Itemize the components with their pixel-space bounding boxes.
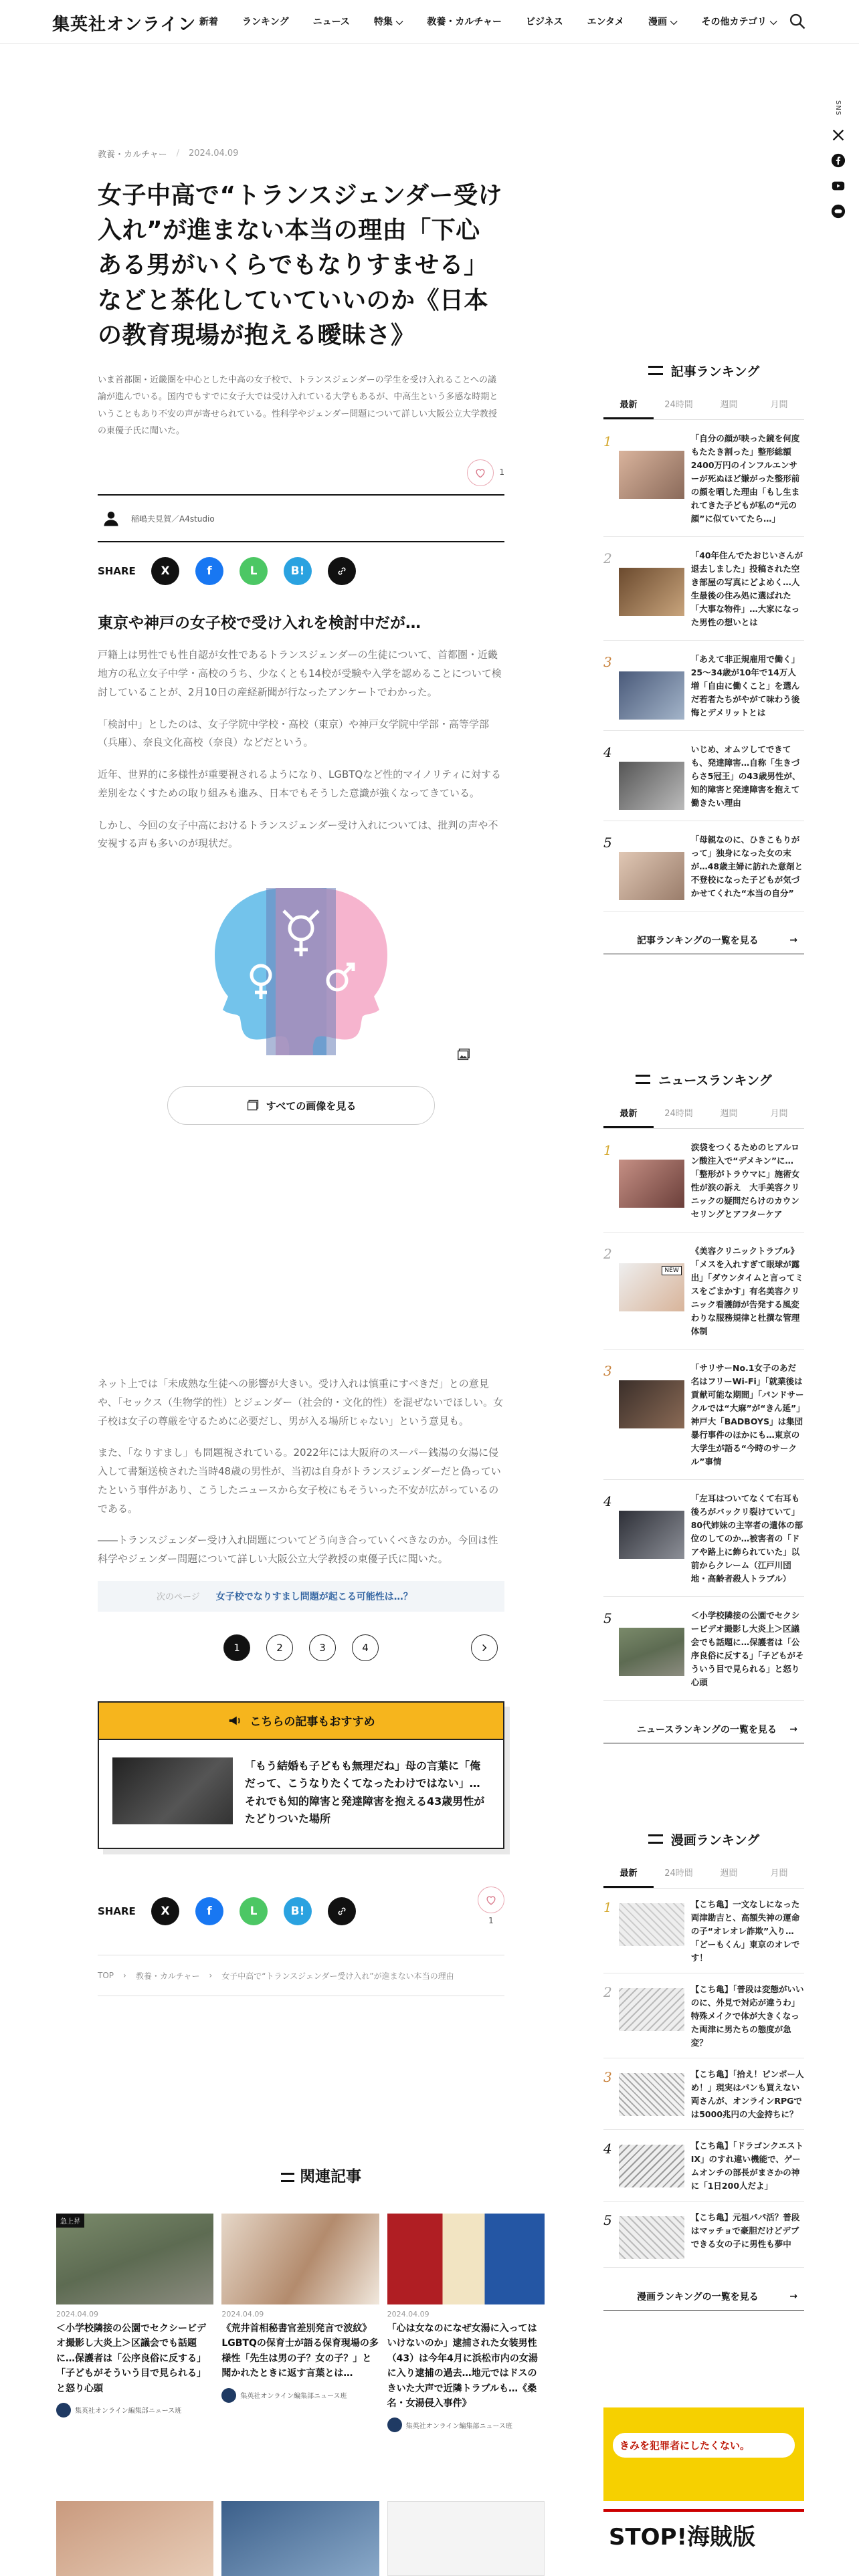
global-nav: [199, 15, 777, 28]
rank-number: 4: [603, 1493, 612, 1509]
rank-number: 4: [603, 2141, 612, 2157]
nav-item-manga[interactable]: 漫画 ⌵: [648, 17, 678, 27]
related-heading: [98, 2164, 545, 2186]
ranking-tabs: [603, 1102, 804, 1129]
recommended-header: [99, 1703, 503, 1740]
related-author-name: 集英社オンライン編集部ニュース班: [75, 2407, 182, 2416]
related-author: [221, 2388, 379, 2403]
tab-24h[interactable]: 24時間: [664, 1868, 693, 1879]
tab-monthly[interactable]: 月間: [770, 1868, 788, 1879]
ranking-text: 【こち亀】「ドラゴンクエストIX」のすれ違い機能で、ゲームオンチの部長がまさかの神に「1日200人だよ」: [690, 2141, 803, 2191]
ranking-thumbnail: [619, 1380, 684, 1428]
nav-item-culture[interactable]: 教養・カルチャー: [427, 17, 502, 27]
like-count: 1: [499, 467, 504, 477]
ranking-thumbnail: [619, 1160, 684, 1208]
rank-number: 5: [603, 835, 612, 851]
news-ranking: [603, 1066, 804, 1743]
article-paragraph: また、「なりすまし」も問題視されている。2022年には大阪府のスーパー銭湯の女湯に侵入して書類送検された当時48歳の男性が、当初は自身がトランスジェンダーだと偽っていたという事件があり、こうしたニュースから女子校にもそういった不安が広がっているのである。: [98, 1446, 501, 1515]
ad-copy: きみを犯罪者にしたくない。: [613, 2433, 795, 2458]
related-card[interactable]: [387, 2501, 545, 2576]
related-thumbnail: [56, 2214, 213, 2304]
ranking-item[interactable]: [603, 1973, 804, 2058]
ranking-title: ニュースランキング: [658, 1073, 772, 1088]
like-button[interactable]: [467, 459, 494, 486]
page-4-button[interactable]: 4: [352, 1634, 379, 1661]
ranking-thumbnail: [619, 1628, 684, 1676]
ranking-text: 涙袋をつくるためのヒアルロン酸注入で“デメキン”に…「整形がトラウマに」施術女性が涙の訴え 大手美容クリニックの疑問だらけのカウンセリングとアフターケア: [690, 1142, 800, 1219]
ranking-thumbnail: [619, 1903, 684, 1946]
ranking-item[interactable]: [603, 537, 804, 641]
rank-number: 3: [603, 654, 612, 670]
tab-latest[interactable]: 最新: [603, 1102, 654, 1128]
ranking-text: 「左耳はついてなくて右耳も後ろがバックリ裂けていて」80代姉妹の主宰者の遺体の部位のしてのか…被害者の「ドアや路上に飾られていた」以前からクレーム（江戸川団地・高齢者殺人トラブル）: [690, 1493, 803, 1584]
rank-number: 3: [603, 1363, 612, 1379]
rank-number: 3: [603, 2069, 612, 2085]
share-line-button[interactable]: L: [240, 1897, 268, 1925]
ranking-text: 《美容クリニックトラブル》「メスを入れすぎて眼球が露出」「ダウンタイムと言ってミスをごまかす」有名美容クリニック看護師が告発する風変わりな服務規律と杜撰な管理体制: [690, 1246, 803, 1336]
recommended-title: こちらの記事もおすすめ: [250, 1715, 375, 1729]
share-hatena-button[interactable]: B!: [284, 1897, 312, 1925]
sns-label: SNS: [834, 100, 842, 116]
related-thumbnail: [387, 2214, 545, 2304]
tab-24h[interactable]: 24時間: [664, 1109, 693, 1119]
share-facebook-button[interactable]: f: [195, 557, 223, 585]
ranking-item[interactable]: [603, 1480, 804, 1597]
ad-copy: STOP!海賊版: [609, 2524, 756, 2551]
breadcrumb-item[interactable]: TOP: [98, 1971, 114, 1981]
megaphone-icon: [227, 1713, 243, 1728]
nav-item-ranking[interactable]: ランキング: [242, 17, 289, 27]
ranking-text: 「40年住んでたおじいさんが退去しました」投稿された空き部屋の写真にどよめく…人生最後の住み処に選ばれた「大事な物件」…大家になった男性の想いとは: [690, 550, 803, 627]
link-icon: [336, 1905, 348, 1917]
related-date: 2024.04.09: [221, 2310, 264, 2319]
ranking-thumbnail: [619, 762, 684, 810]
nav-item-entertainment[interactable]: エンタメ: [587, 17, 625, 27]
ranking-heading: [603, 1066, 804, 1093]
ranking-item[interactable]: [603, 1350, 804, 1480]
more-link-label: ニュースランキングの一覧を見る: [637, 1724, 777, 1735]
ranking-item[interactable]: [603, 1597, 804, 1701]
ranking-text: いじめ、オムツしてできても、発達障害…自称「生きづらさ5冠王」の43歳男性が、知的障害と発達障害を抱えて働きたい理由: [690, 744, 801, 808]
arrow-right-icon: →: [789, 2290, 797, 2302]
next-page-title: 女子校でなりすまし問題が起こる可能性は…？: [215, 1591, 413, 1602]
heart-icon: [484, 1893, 498, 1907]
manga-ranking-more-link[interactable]: [603, 2282, 804, 2311]
related-title: ＜小学校隣接の公園でセクシービデオ撮影し大炎上＞区議会でも話題に…保護者は「公序良俗に反する」「子どもがそういう目で見られる」と怒り心頭: [56, 2323, 206, 2394]
article-figure[interactable]: [98, 875, 504, 1069]
arrow-right-icon: →: [789, 934, 797, 946]
article-subheading: 東京や神戸の女子校で受け入れを検討中だが…: [98, 615, 421, 633]
like-count: 1: [488, 1916, 494, 1926]
manga-ranking: [603, 1826, 804, 2311]
ranking-item[interactable]: [603, 420, 804, 537]
next-page-label: 次のページ: [157, 1592, 200, 1603]
ranking-text: 【こち亀】一文なしになった両津勘吉と、高額失神の運命の子“オレオレ詐欺”入り…「どーもくん」東京のオレです！: [690, 1899, 800, 1963]
ranking-title: 記事ランキング: [670, 364, 760, 379]
line-icon[interactable]: [831, 204, 846, 219]
ranking-text: 【こち亀】「拾え！ピンポー人め！」現実はパンも買えない両さんが、オンラインRPGでは5000兆円の大金持ちに？: [690, 2069, 804, 2119]
article-title: 女子中高で“トランスジェンダー受け入れ”が進まない本当の理由「下心ある男がいくらでもなりすませる」などと茶化していていいのか《日本の教育現場が抱える曖昧さ》: [98, 182, 502, 349]
recommended-article-title: 「もう結婚も子どもも無理だね」母の言葉に「俺だって、こうなりたくてなったわけではない」…それでも知的障害と発達障害を抱える43歳男性がたどりついた場所: [245, 1759, 485, 1825]
news-ranking-more-link[interactable]: [603, 1715, 804, 1743]
rank-number: 2: [603, 1984, 612, 2000]
ranking-heading: [603, 357, 804, 384]
ranking-tabs: [603, 1862, 804, 1889]
x-icon[interactable]: [831, 128, 846, 142]
related-articles-row2: [56, 2501, 545, 2576]
image-gallery-icon: [246, 1099, 260, 1112]
nav-item-feature[interactable]: 特集 ⌵: [373, 17, 403, 27]
tab-24h[interactable]: 24時間: [664, 400, 693, 410]
ranking-text: 【こち亀】「普段は変態がいいのに、外見で対応が違うわ」特殊メイクで体が大きくなった両津に男たちの態度が急変？: [690, 1984, 804, 2048]
ranking-item[interactable]: [603, 731, 804, 821]
article: [98, 147, 504, 1996]
article-meta: 教養・カルチャー / 2024.04.09: [98, 148, 239, 160]
share-label: SHARE: [98, 565, 136, 578]
article-category[interactable]: 教養・カルチャー: [98, 150, 167, 160]
ranking-text: ＜小学校隣接の公園でセクシービデオ撮影し大炎上＞区議会でも話題に…保護者は「公序良俗に反する」「子どもがそういう目で見られる」と怒り心頭: [690, 1610, 804, 1687]
related-date: 2024.04.09: [56, 2310, 98, 2319]
related-thumbnail: [221, 2501, 379, 2576]
ranking-text: 【こち亀】元祖パパ活？普段はマッチョで豪胆だけどデブできる女の子に男性も夢中: [690, 2212, 800, 2249]
article-paragraph: ネット上では「未成熟な生徒への影響が大きい。受け入れは慎重にすべきだ」との意見や、「セックス（生物学的性）とジェンダー（社会的・文化的性）を混ぜないでほしい。女子校は女子の尊厳を守るために必要だし、男が入る場所じゃない」という意見も。: [98, 1378, 504, 1427]
share-bar: [98, 542, 504, 600]
share-facebook-button[interactable]: f: [195, 1897, 223, 1925]
avatar: [221, 2388, 236, 2403]
article-paragraph: 近年、世界的に多様性が重要視されるようになり、LGBTQなど性的マイノリティに対する差別をなくすための取り組みも進み、日本でもそうした意識が強くなってきている。: [98, 768, 501, 799]
related-thumbnail: [387, 2501, 545, 2576]
nav-item-news[interactable]: ニュース: [312, 17, 350, 27]
breadcrumb-item: 女子中高で“トランスジェンダー受け入れ”が進まない本当の理由: [221, 1971, 454, 1981]
ranking-title: 漫画ランキング: [670, 1832, 760, 1848]
page-3-button[interactable]: 3: [309, 1634, 336, 1661]
related-card[interactable]: [56, 2501, 213, 2576]
rank-number: 5: [603, 2212, 612, 2228]
rank-number: 4: [603, 744, 612, 760]
view-all-images-label: すべての画像を見る: [266, 1099, 357, 1112]
related-thumbnail: [221, 2214, 379, 2304]
ranking-item[interactable]: [603, 2058, 804, 2130]
related-author-name: 集英社オンライン編集部ニュース班: [240, 2393, 347, 2401]
related-card[interactable]: [56, 2214, 213, 2432]
article-ranking: [603, 357, 804, 954]
related-thumbnail: [56, 2501, 213, 2576]
ranking-thumbnail: [619, 568, 684, 616]
ranking-thumbnail: [619, 451, 684, 499]
ranking-thumbnail: [619, 1511, 684, 1559]
author-icon: [102, 509, 120, 528]
avatar: [56, 2403, 71, 2418]
social-rail: [828, 100, 848, 229]
tab-weekly[interactable]: 週間: [720, 1109, 738, 1119]
related-card[interactable]: [387, 2214, 545, 2432]
tab-monthly[interactable]: 月間: [770, 1109, 788, 1119]
chevron-right-icon: [480, 1643, 489, 1652]
image-gallery-icon[interactable]: [456, 1047, 471, 1062]
site-logo[interactable]: 集英社オンライン: [52, 15, 197, 35]
next-page-link[interactable]: [98, 1581, 504, 1612]
rank-number: 1: [603, 1142, 612, 1158]
ranking-item[interactable]: [603, 1889, 804, 1973]
tab-weekly[interactable]: 週間: [720, 400, 738, 410]
more-link-label: 漫画ランキングの一覧を見る: [637, 2291, 759, 2302]
pagination: [98, 1634, 504, 1664]
recommended-article[interactable]: [99, 1740, 503, 1848]
share-link-button[interactable]: [328, 557, 356, 585]
ranking-item[interactable]: [603, 1129, 804, 1232]
heart-icon: [474, 466, 487, 479]
article-paragraph: 「検討中」としたのは、女子学院中学校・高校（東京）や神戸女学院中学部・高等学部（兵庫）、奈良文化高校（奈良）などだという。: [98, 718, 490, 749]
article-date: 2024.04.09: [189, 148, 239, 158]
more-link-label: 記事ランキングの一覧を見る: [637, 935, 759, 946]
search-icon[interactable]: [788, 12, 807, 31]
tab-weekly[interactable]: 週間: [720, 1868, 738, 1879]
ranking-thumbnail: [619, 2216, 684, 2259]
like-block-bottom: [478, 1887, 504, 1925]
like-row: [98, 453, 504, 494]
ranking-thumbnail: [619, 852, 684, 900]
article-paragraph: 戸籍上は男性でも性自認が女性であるトランスジェンダーの生徒について、首都圏・近畿地方の私立女子中学・高校のうち、少なくとも14校が受験や入学を認めることについて検討していることが、2月10日の産経新聞が行なったアンケートでわかった。: [98, 649, 502, 698]
related-title: 《荒井首相秘書官差別発言で波紋》LGBTQの保育士が語る保育現場の多様性「先生は男の子？女の子？」と聞かれたときに返す言葉とは…: [221, 2323, 379, 2379]
ranking-text: 「母親なのに、ひきこもりがって」独身になった女の末が…48歳主婦に訪れた意剤と不登校になった子どもが気づかせてくれた“本当の自分”: [690, 835, 803, 898]
tab-latest[interactable]: 最新: [603, 1862, 654, 1888]
site-header: [0, 0, 859, 44]
trending-badge: 急上昇: [56, 2214, 84, 2228]
rank-number: 5: [603, 1610, 612, 1626]
share-x-button[interactable]: X: [151, 557, 179, 585]
rank-number: 2: [603, 550, 612, 566]
tab-monthly[interactable]: 月間: [770, 400, 788, 410]
anti-piracy-banner[interactable]: [603, 2407, 804, 2501]
share-label: SHARE: [98, 1905, 136, 1918]
page-1-button[interactable]: 1: [223, 1634, 250, 1661]
related-articles: [56, 2214, 545, 2432]
related-title: 「心は女なのになぜ女湯に入ってはいけないのか」逮捕された女装男性（43）は今年4月に浜松市内の女湯に入り逮捕の過去…地元ではドスのきいた大声で近隣トラブルも…《桑名・女湯侵入事件》: [387, 2323, 538, 2409]
ad-space: [98, 1125, 504, 1362]
article-lead: いま首都圏・近畿圏を中心とした中高の女子校で、トランスジェンダーの学生を受け入れることへの議論が進んでいる。国内でもすでに女子大では受け入れている大学もあるが、中高生という多感な時期ということもあり不安の声が寄せられている。性科学やジェンダー問題について詳しい大阪公立大学教授の東優子氏に聞いた。: [98, 374, 498, 436]
recommended-box: [98, 1701, 504, 1850]
gender-heads-illustration: [98, 875, 504, 1055]
related-heading-label: 関連記事: [300, 2168, 361, 2185]
rank-number: 1: [603, 433, 612, 449]
breadcrumb: TOP › 教養・カルチャー › 女子中高で“トランスジェンダー受け入れ”が進まない本当の理由: [98, 1955, 504, 1996]
like-button[interactable]: [478, 1887, 504, 1913]
ranking-text: 「あえて非正規雇用で働く」25〜34歳が10年で14万人増「自由に働くこと」を選んだ若者たちがやがて味わう後悔とデメリットとは: [690, 654, 800, 718]
nav-item-new[interactable]: 新着: [199, 17, 218, 27]
rank-number: 2: [603, 1246, 612, 1262]
youtube-icon[interactable]: [831, 179, 846, 193]
facebook-icon[interactable]: [831, 153, 846, 168]
ranking-thumbnail: [619, 1988, 684, 2031]
author-name[interactable]: 稲嶋夫見賀／A4studio: [131, 514, 215, 524]
view-all-images-button[interactable]: [167, 1086, 435, 1125]
anti-piracy-banner-2[interactable]: [603, 2509, 804, 2576]
ranking-text: 「自分の顔が映った鏡を何度もたたき割った」整形総額2400万円のインフルエンサーが死ぬほど嫌がった整形前の顔を晒した理由「もし生まれてきた子どもが私の“元の顔”に似ていてたら…」: [690, 433, 800, 524]
ranking-heading: [603, 1826, 804, 1852]
new-badge: NEW: [662, 1266, 681, 1275]
rank-number: 1: [603, 1899, 612, 1915]
related-author-name: 集英社オンライン編集部ニュース班: [405, 2422, 512, 2430]
share-hatena-button[interactable]: B!: [284, 557, 312, 585]
related-card[interactable]: [221, 2214, 379, 2432]
breadcrumb-item[interactable]: 教養・カルチャー: [135, 1971, 200, 1981]
share-link-button[interactable]: [328, 1897, 356, 1925]
arrow-right-icon: →: [789, 1723, 797, 1735]
related-date: 2024.04.09: [387, 2310, 430, 2319]
article-paragraph: ――トランスジェンダー受け入れ問題についてどう向き合っていくべきなのか。今回は性科学やジェンダー問題について詳しい大阪公立大学教授の東優子氏に聞いた。: [98, 1534, 498, 1566]
related-author: [387, 2418, 545, 2432]
tab-latest[interactable]: 最新: [603, 393, 654, 419]
ranking-thumbnail: [619, 1263, 684, 1311]
author-row: [98, 494, 504, 542]
link-icon: [336, 565, 348, 577]
article-paragraph: しかし、今回の女子中高におけるトランスジェンダー受け入れについては、批判の声や不安視する声も多いのが現状だ。: [98, 819, 498, 850]
avatar: [387, 2418, 402, 2432]
recommended-thumbnail: [112, 1757, 233, 1824]
ranking-thumbnail: [619, 2145, 684, 2187]
share-bar-bottom: [98, 1881, 504, 1941]
share-line-button[interactable]: L: [240, 557, 268, 585]
next-page-button[interactable]: [471, 1634, 498, 1661]
ranking-item[interactable]: [603, 2130, 804, 2202]
ranking-text: 「サリサーNo.1女子のあだ名はフリーWi-Fi」「就業後は貢献可能な期間」「パンドサークルでは“大麻”が“きん延”」神戸大「BADBOYS」は集団暴行事件のほかにも…東京の大学生が語る“今時のサークル”事情: [690, 1363, 804, 1467]
article-ranking-more-link[interactable]: [603, 926, 804, 954]
ranking-thumbnail: [619, 2073, 684, 2116]
ranking-item[interactable]: [603, 2202, 804, 2268]
ranking-item[interactable]: [603, 641, 804, 731]
nav-item-other[interactable]: その他カテゴリ ⌵: [701, 17, 777, 27]
nav-item-business[interactable]: ビジネス: [526, 17, 563, 27]
ranking-tabs: [603, 393, 804, 420]
ranking-item[interactable]: [603, 1232, 804, 1350]
related-author: [56, 2403, 213, 2418]
share-x-button[interactable]: X: [151, 1897, 179, 1925]
related-card[interactable]: [221, 2501, 379, 2576]
ranking-thumbnail: [619, 671, 684, 720]
ranking-item[interactable]: [603, 821, 804, 911]
page-2-button[interactable]: 2: [266, 1634, 293, 1661]
